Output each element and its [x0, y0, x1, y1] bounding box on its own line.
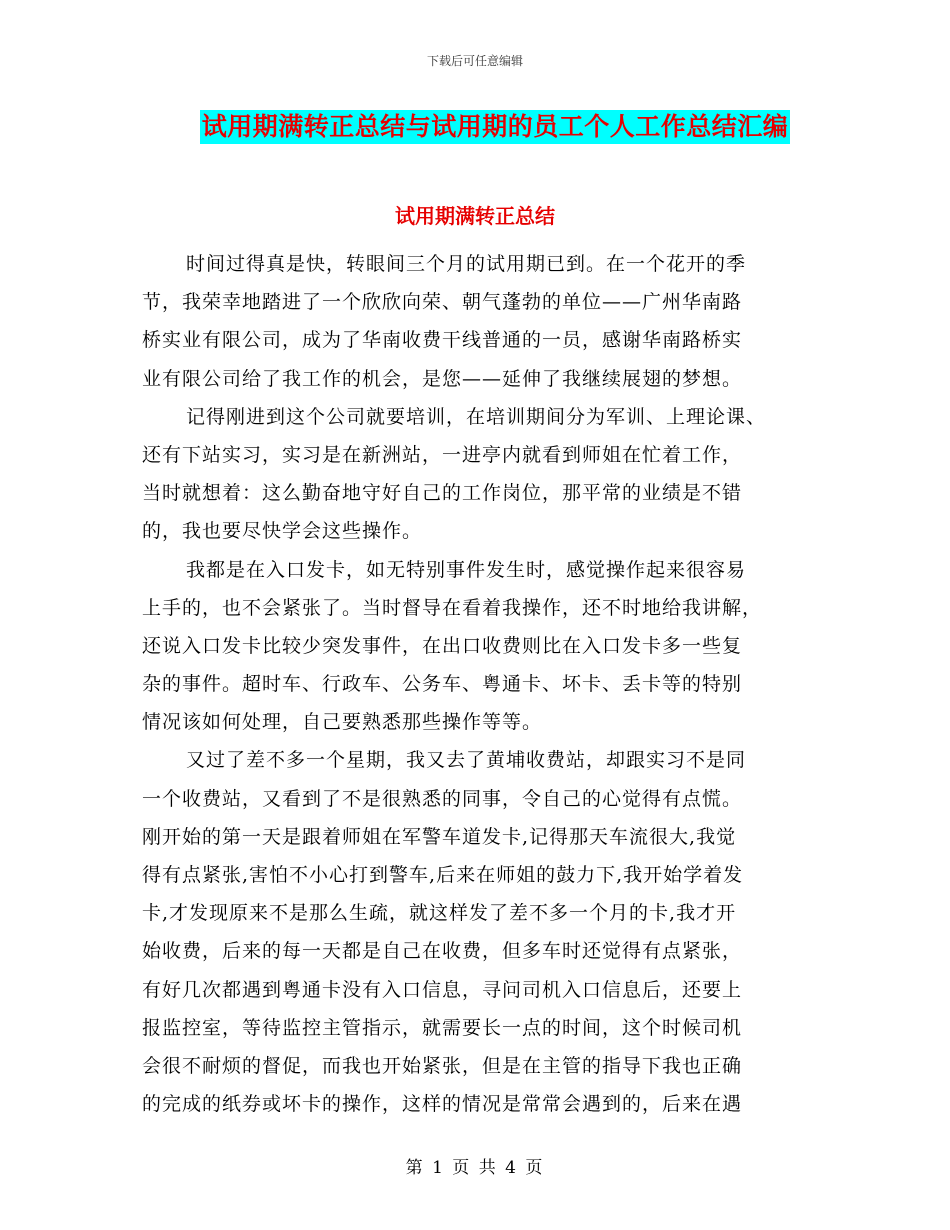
header-note: 下载后可任意编辑: [426, 54, 523, 68]
text-line: 得有点紧张,害怕不小心打到警车,后来在师姐的鼓力下,我开始学着发: [142, 864, 744, 886]
text-line: 情况该如何处理，自己要熟悉那些操作等等。: [142, 711, 543, 734]
body-text: [142, 245, 802, 1123]
text-line: 又过了差不多一个星期，我又去了黄埔收费站，却跟实习不是同: [186, 749, 747, 772]
text-line: 报监控室，等待监控主管指示，就需要长一点的时间，这个时候司机: [142, 1016, 743, 1039]
document-title-container: [0, 110, 950, 144]
text-line: 杂的事件。超时车、行政车、公务车、粤通卡、坏卡、丢卡等的特别: [142, 673, 743, 696]
text-line: 我都是在入口发卡，如无特别事件发生时，感觉操作起来很容易: [186, 558, 747, 581]
text-line: 会很不耐烦的督促，而我也开始紧张，但是在主管的指导下我也正确: [142, 1054, 743, 1077]
text-line: 的完成的纸券或坏卡的操作，这样的情况是常常会遇到的，后来在遇: [142, 1093, 743, 1116]
document-title: 试用期满转正总结与试用期的员工个人工作总结汇编: [200, 110, 791, 144]
text-line: 刚开始的第一天是跟着师姐在军警车道发卡,记得那天车流很大,我觉: [142, 825, 737, 848]
text-line: 还有下站实习，实习是在新洲站，一进亭内就看到师姐在忙着工作，: [142, 443, 743, 466]
text-line: 上手的，也不会紧张了。当时督导在看着我操作，还不时地给我讲解，: [142, 596, 763, 619]
text-line: 时间过得真是快，转眼间三个月的试用期已到。在一个花开的季: [186, 253, 747, 275]
section-title: 试用期满转正总结: [395, 204, 555, 228]
text-line: 还说入口发卡比较少突发事件，在出口收费则比在入口发卡多一些复: [142, 634, 743, 657]
text-line: 桥实业有限公司，成为了华南收费干线普通的一员，感谢华南路桥实: [142, 329, 743, 352]
text-line: 始收费，后来的每一天都是自己在收费，但多车时还觉得有点紧张，: [142, 940, 743, 963]
text-line: 当时就想着：这么勤奋地守好自己的工作岗位，那平常的业绩是不错: [142, 482, 743, 505]
text-line: 记得刚进到这个公司就要培训，在培训期间分为军训、上理论课、: [186, 405, 767, 428]
text-line: 卡,才发现原来不是那么生疏，就这样发了差不多一个月的卡,我才开: [142, 902, 737, 925]
text-line: 的，我也要尽快学会这些操作。: [142, 520, 423, 543]
text-line: 有好几次都遇到粤通卡没有入口信息，寻问司机入口信息后，还要上: [142, 978, 743, 1001]
text-line: 节，我荣幸地踏进了一个欣欣向荣、朝气蓬勃的单位——广州华南路: [142, 291, 743, 314]
page-footer: 第 1 页 共 4 页: [405, 1158, 545, 1178]
text-line: 业有限公司给了我工作的机会，是您——延伸了我继续展翅的梦想。: [142, 367, 743, 390]
text-line: 一个收费站，又看到了不是很熟悉的同事，令自己的心觉得有点慌。: [142, 787, 743, 810]
